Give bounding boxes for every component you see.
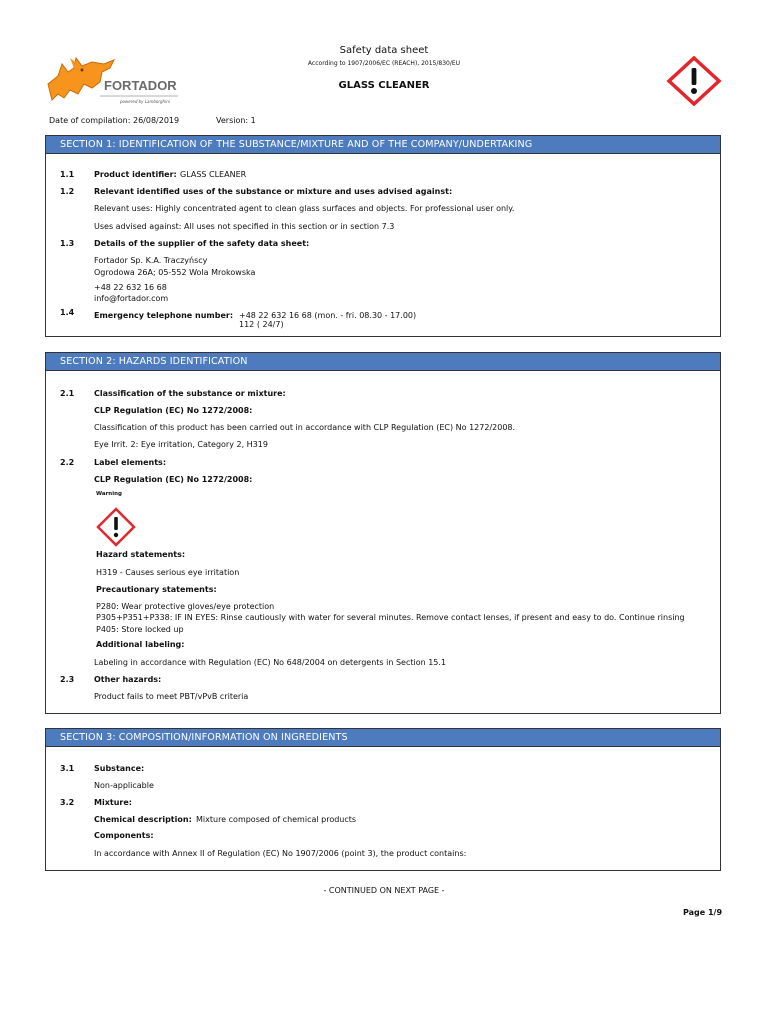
item-number: 1.1 bbox=[60, 170, 75, 179]
components-label: Components: bbox=[94, 831, 154, 840]
uses-heading: Relevant identified uses of the substance or mixture and uses advised against: bbox=[94, 187, 453, 196]
continued-notice: - CONTINUED ON NEXT PAGE - bbox=[323, 886, 445, 895]
uses-advised-against: Uses advised against: All uses not specified in this section or in section 7.3 bbox=[94, 222, 395, 231]
clp-regulation: CLP Regulation (EC) No 1272/2008: bbox=[94, 475, 253, 484]
chemical-description-value: Mixture composed of chemical products bbox=[196, 815, 357, 824]
hazard-statements-label: Hazard statements: bbox=[96, 550, 186, 559]
supplier-phone: +48 22 632 16 68 bbox=[94, 283, 167, 292]
other-hazards-label: Other hazards: bbox=[94, 675, 162, 684]
label-pictogram bbox=[96, 507, 136, 547]
product-identifier-value: GLASS CLEANER bbox=[180, 170, 247, 179]
version: Version: 1 bbox=[216, 116, 256, 125]
precautionary-label: Precautionary statements: bbox=[96, 585, 217, 594]
product-name: GLASS CLEANER bbox=[338, 80, 430, 91]
section-1 bbox=[45, 135, 721, 337]
compilation-date: Date of compilation: 26/08/2019 bbox=[49, 116, 180, 125]
exclamation-hazard-icon bbox=[96, 507, 136, 547]
label-elements: Label elements: bbox=[94, 458, 167, 467]
supplier-email: info@fortador.com bbox=[94, 294, 169, 303]
classification-heading: Classification of the substance or mixture: bbox=[94, 389, 286, 398]
page-number: Page 1/9 bbox=[683, 908, 723, 917]
section-3-title: SECTION 3: COMPOSITION/INFORMATION ON INGREDIENTS bbox=[46, 729, 720, 747]
document-regulation: According to 1907/2006/EC (REACH), 2015/830/EU bbox=[307, 60, 461, 67]
additional-labeling-label: Additional labeling: bbox=[96, 640, 185, 649]
p305-statement: P305+P351+P338: IF IN EYES: Rinse cautiously with water for several minutes. Remove contact lenses, if present and easy to do. Continue rinsing bbox=[96, 613, 685, 622]
section-3 bbox=[45, 728, 721, 871]
item-number: 2.2 bbox=[60, 458, 75, 467]
emergency-label: Emergency telephone number: bbox=[94, 311, 234, 320]
item-number: 3.1 bbox=[60, 764, 75, 773]
item-number: 2.3 bbox=[60, 675, 75, 684]
item-number: 1.2 bbox=[60, 187, 75, 196]
logo-wordmark: FORTADOR bbox=[104, 78, 177, 93]
item-number: 3.2 bbox=[60, 798, 75, 807]
exclamation-hazard-icon bbox=[666, 56, 722, 106]
p405-statement: P405: Store locked up bbox=[96, 625, 184, 634]
chemical-description-label: Chemical description: bbox=[94, 815, 192, 824]
emergency-line-1: +48 22 632 16 68 (mon. - fri. 08.30 - 17.00) bbox=[239, 311, 417, 320]
section-1-title: SECTION 1: IDENTIFICATION OF THE SUBSTANCE/MIXTURE AND OF THE COMPANY/UNDERTAKING bbox=[46, 136, 720, 154]
supplier-name: Fortador Sp. K.A. Traczyńscy bbox=[94, 256, 208, 265]
logo-tagline: powered by Lamborghini bbox=[120, 99, 170, 104]
item-number: 2.1 bbox=[60, 389, 75, 398]
supplier-address: Ogrodowa 26A; 05-552 Wola Mrokowska bbox=[94, 268, 256, 277]
supplier-heading: Details of the supplier of the safety data sheet: bbox=[94, 239, 310, 248]
clp-regulation: CLP Regulation (EC) No 1272/2008: bbox=[94, 406, 253, 415]
additional-labeling-text: Labeling in accordance with Regulation (EC) No 648/2004 on detergents in Section 15.1 bbox=[94, 658, 447, 667]
item-number: 1.3 bbox=[60, 239, 75, 248]
section-2-title: SECTION 2: HAZARDS IDENTIFICATION bbox=[46, 353, 720, 371]
hazard-pictogram bbox=[666, 56, 722, 106]
relevant-uses: Relevant uses: Highly concentrated agent to clean glass surfaces and objects. For professional user only. bbox=[94, 204, 515, 213]
components-text: In accordance with Annex II of Regulation (EC) No 1907/2006 (point 3), the product contains: bbox=[94, 849, 467, 858]
item-number: 1.4 bbox=[60, 308, 75, 317]
eye-irritation: Eye Irrit. 2: Eye irritation, Category 2, H319 bbox=[94, 440, 268, 449]
classification-text: Classification of this product has been carried out in accordance with CLP Regulation (EC) No 1272/2008. bbox=[94, 423, 516, 432]
substance-value: Non-applicable bbox=[94, 781, 154, 790]
pbt-text: Product fails to meet PBT/vPvB criteria bbox=[94, 692, 249, 701]
mixture-label: Mixture: bbox=[94, 798, 132, 807]
document-title: Safety data sheet bbox=[339, 45, 429, 56]
section-2 bbox=[45, 352, 721, 714]
signal-word: Warning bbox=[96, 491, 122, 497]
substance-label: Substance: bbox=[94, 764, 145, 773]
h319-statement: H319 - Causes serious eye irritation bbox=[96, 568, 240, 577]
product-identifier-label: Product identifier: bbox=[94, 170, 177, 179]
p280-statement: P280: Wear protective gloves/eye protection bbox=[96, 602, 275, 611]
emergency-line-2: 112 ( 24/7) bbox=[239, 320, 284, 329]
